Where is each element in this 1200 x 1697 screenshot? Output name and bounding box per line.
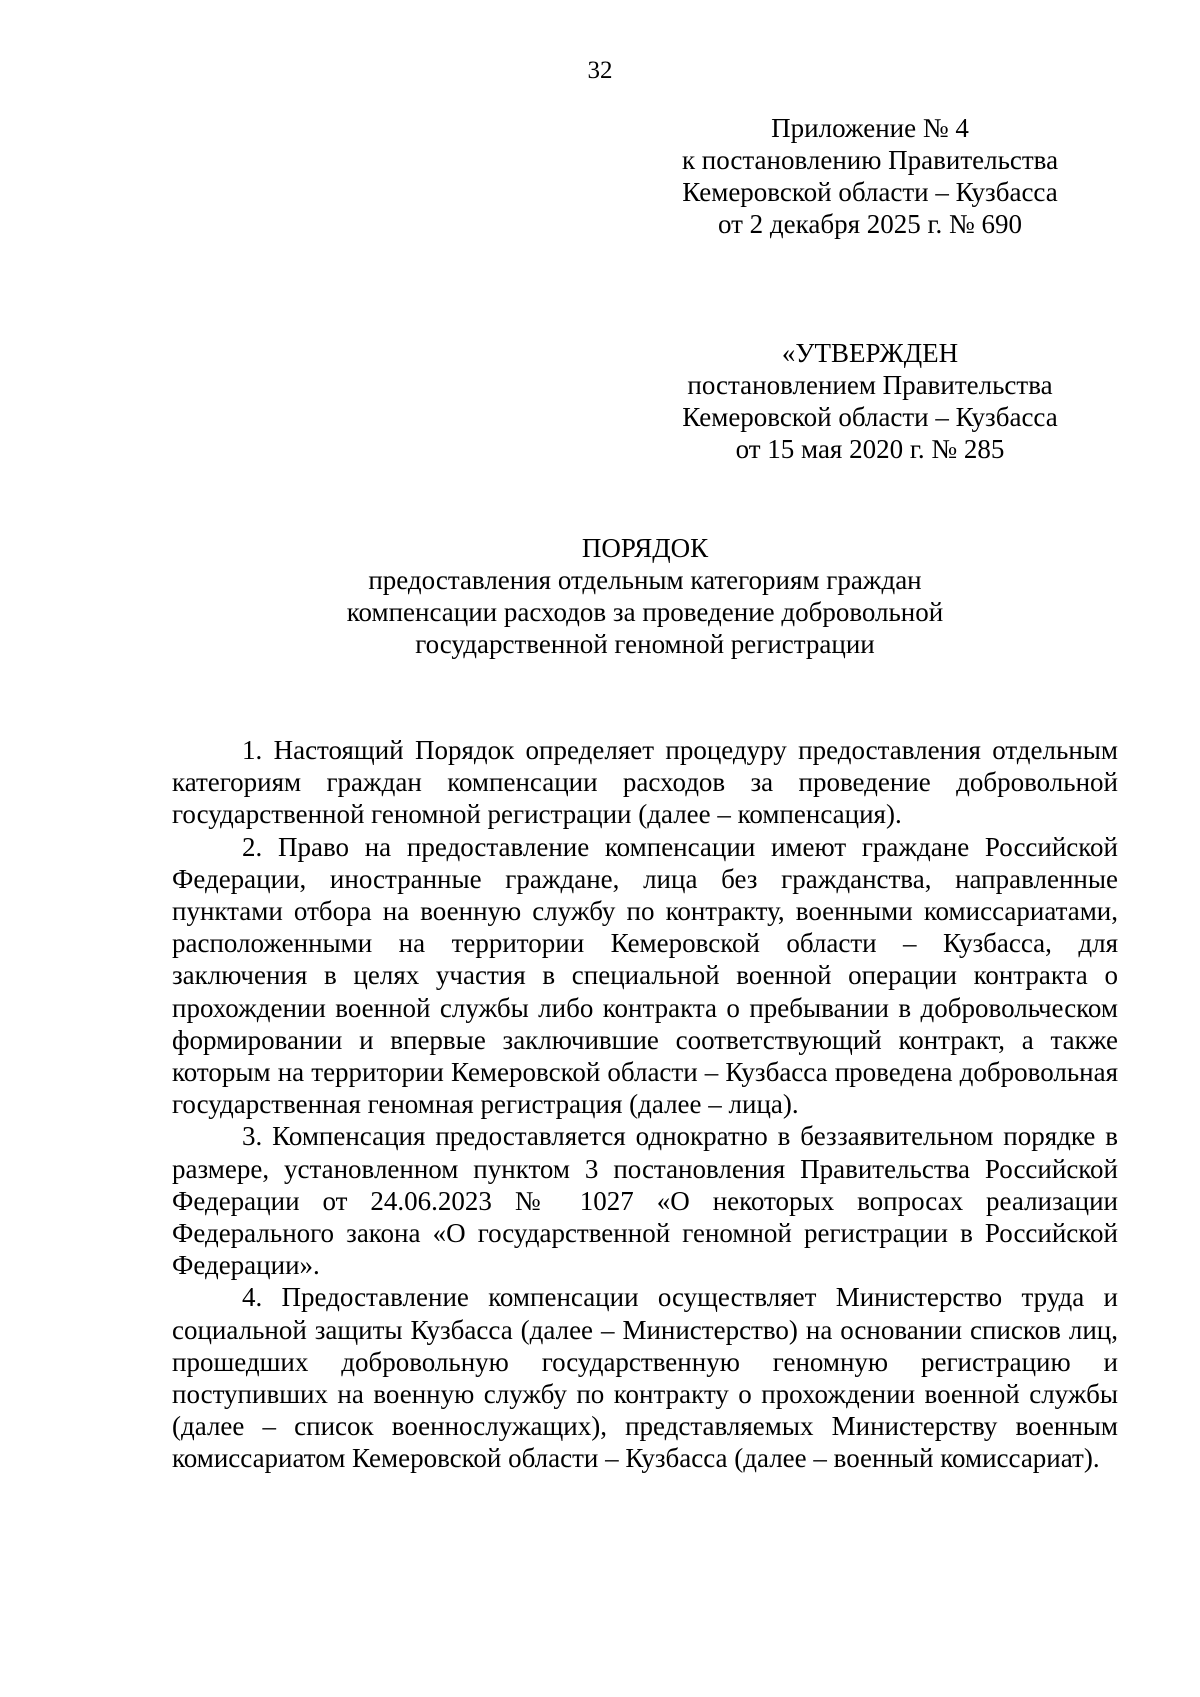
title-subtitle-line: государственной геномной регистрации — [415, 629, 875, 659]
annex-line: от 2 декабря 2025 г. № 690 — [717, 209, 1023, 239]
approved-line: «УТВЕРЖДЕН — [781, 338, 959, 368]
approved-line: от 15 мая 2020 г. № 285 — [735, 434, 1005, 464]
title-subtitle-line: компенсации расходов за проведение добровольной — [346, 597, 944, 627]
annex-line: Приложение № 4 — [771, 113, 969, 143]
paragraph-4: 4. Предоставление компенсации осуществляет Министерство труда и социальной защиты Кузбасса (далее – Министерство) на основании списков лиц, прошедших добровольную государственную геномную регистрацию и поступивших на военную службу по контракту о прохождении военной службы (далее – список военнослужащих), представляемых Министерству военным комиссариатом Кемеровской области – Кузбасса (далее – военный комиссариат). — [172, 1282, 1118, 1474]
approved-line: постановлением Правительства — [687, 370, 1053, 400]
approved-header — [660, 337, 1080, 465]
approved-line: Кемеровской области – Кузбасса — [682, 402, 1058, 432]
paragraph-2: 2. Право на предоставление компенсации имеют граждане Российской Федерации, иностранные граждане, лица без гражданства, направленные пунктами отбора на военную службу по контракту, военными комиссариатами, расположенными на территории Кемеровской области – Кузбасса, для заключения в целях участия в специальной военной операции контракта о прохождении военной службы либо контракта о пребывании в добровольческом формировании и впервые заключившие соответствующий контракт, а также которым на территории Кемеровской области – Кузбасса проведена добровольная государственная геномная регистрация (далее – лица). — [172, 831, 1118, 1120]
annex-header — [660, 112, 1080, 240]
annex-line: Кемеровской области – Кузбасса — [682, 177, 1058, 207]
document-title — [172, 532, 1118, 660]
document-body — [172, 734, 1118, 1475]
page-number: 32 — [587, 57, 613, 84]
annex-line: к постановлению Правительства — [681, 145, 1059, 175]
paragraph-3: 3. Компенсация предоставляется однократно в беззаявительном порядке в размере, установленном пунктом 3 постановления Правительства Российской Федерации от 24.06.2023 № 1027 «О некоторых вопросах реализации Федерального закона «О государственной геномной регистрации в Российской Федерации». — [172, 1121, 1118, 1281]
title-heading: ПОРЯДОК — [581, 533, 709, 563]
paragraph-1: 1. Настоящий Порядок определяет процедуру предоставления отдельным категориям граждан компенсации расходов за проведение добровольной государственной геномной регистрации (далее – компенсация). — [172, 735, 1118, 830]
title-subtitle-line: предоставления отдельным категориям граждан — [368, 565, 922, 595]
